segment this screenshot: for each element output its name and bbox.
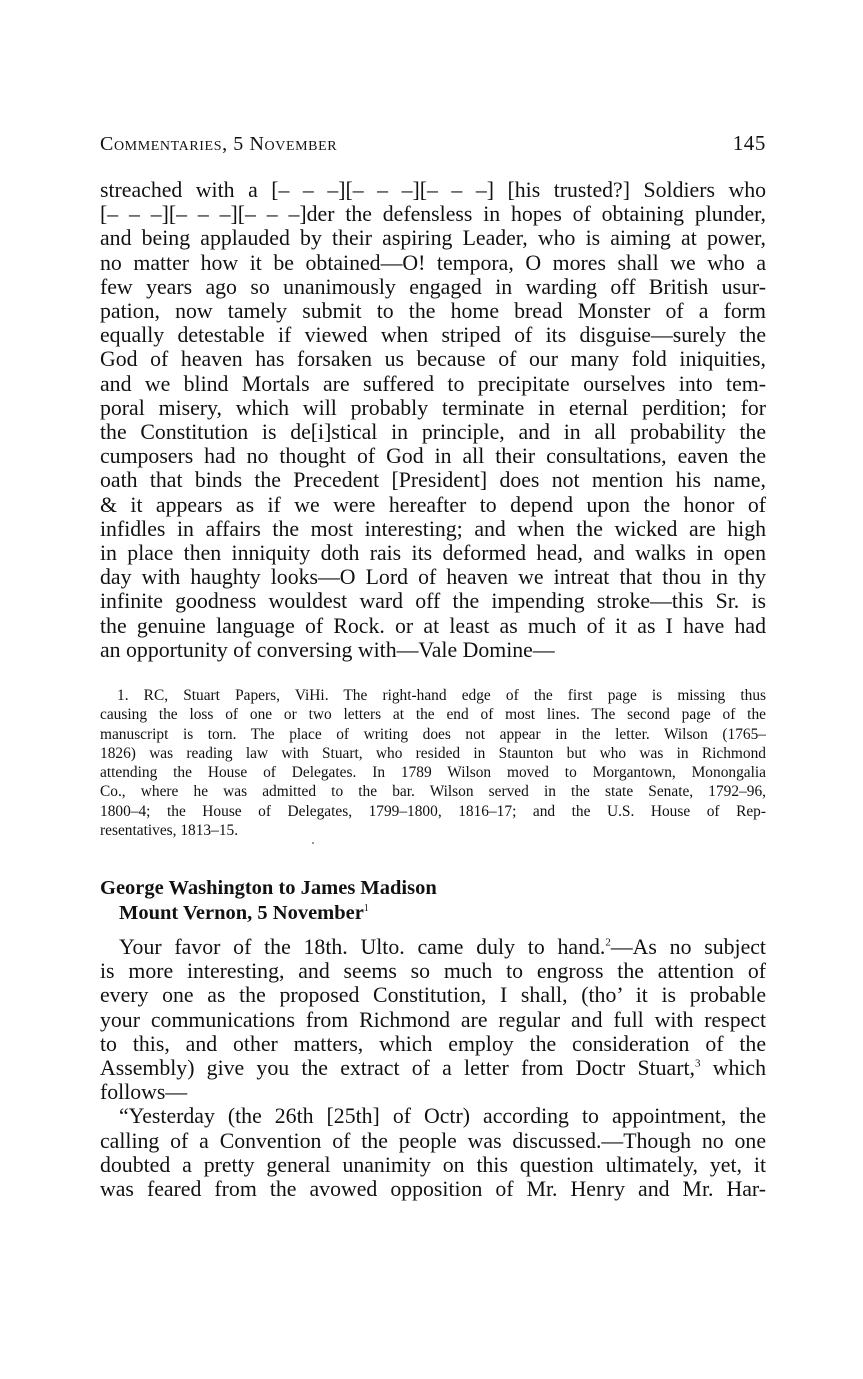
text-line: the Constitution is de[i]stical in principle, and in all probability the — [100, 420, 766, 445]
text-run: Assembly) give you the extract of a letter from Doctr Stuart, — [100, 1056, 695, 1081]
footnote-line: manuscript is torn. The place of writing does not appear in the letter. Wilson (1765– — [100, 725, 766, 743]
text-line — [100, 959, 766, 983]
footnote-line: 1826) was reading law with Stuart, who resided in Staunton but who was in Richmond — [100, 744, 766, 762]
document-dateline — [100, 901, 437, 926]
text-line — [100, 1104, 766, 1128]
text-run: to this, and other matters, which employ the consideration of the — [100, 1031, 766, 1056]
text-line: streached with a [– – –][– – –][– – –] [his trusted?] Soldiers who — [100, 178, 766, 202]
running-head — [100, 131, 766, 156]
footnote-line: Co., where he was admitted to the bar. Wilson served in the state Senate, 1792–96, — [100, 783, 766, 801]
text-line — [100, 1032, 766, 1056]
text-line: and being applauded by their aspiring Leader, who is aiming at power, — [100, 226, 766, 251]
text-run: which — [700, 1056, 766, 1081]
footnote-line: attending the House of Delegates. In 1789 Wilson moved to Morgantown, Monongalia — [100, 764, 766, 782]
text-run: every one as the proposed Constitution, I shall, (tho’ it is probable — [100, 983, 766, 1008]
text-run: your communications from Richmond are regular and full with respect — [100, 1007, 766, 1032]
text-run: —As no subject — [610, 935, 766, 959]
text-run: doubted a pretty general unanimity on this question ultimately, yet, it — [100, 1152, 766, 1177]
print-speck — [312, 842, 314, 844]
text-line: & it appears as if we were hereafter to depend upon the honor of — [100, 492, 766, 517]
document-heading — [100, 876, 437, 926]
running-head-title: Commentaries, 5 November — [100, 133, 338, 155]
text-line — [100, 1177, 766, 1201]
washington-letter-text — [100, 935, 766, 1201]
footnote-ref: 3 — [695, 1057, 701, 1070]
text-line — [100, 1129, 766, 1153]
footnote-line: 1800–4; the House of Delegates, 1799–1800, 1816–17; and the U.S. House of Rep- — [100, 802, 766, 820]
text-line — [100, 1008, 766, 1032]
text-run: was feared from the avowed opposition of Mr. Henry and Mr. Har- — [100, 1177, 766, 1202]
document-title: George Washington to James Madison — [100, 877, 437, 899]
text-line: equally detestable if viewed when striped of its disguise—surely the — [100, 323, 766, 348]
text-line: infidles in affairs the most interesting; and when the wicked are high — [100, 516, 766, 541]
text-run: follows— — [100, 1080, 188, 1105]
text-line: God of heaven has forsaken us because of our many fold iniquities, — [100, 347, 766, 372]
text-line — [100, 1153, 766, 1177]
text-line: and we blind Mortals are suffered to precipitate ourselves into tem- — [100, 371, 766, 396]
text-run: Your favor of the 18th. Ulto. came duly to hand. — [119, 935, 606, 959]
dateline-note-ref: 1 — [363, 903, 369, 915]
text-line: [– – –][– – –][– – –]der the defensless in hopes of obtaining plunder, — [100, 202, 766, 227]
footnote-line: 1. RC, Stuart Papers, ViHi. The right-hand edge of the first page is missing thus — [117, 687, 766, 704]
text-line — [100, 1056, 766, 1080]
text-line: an opportunity of conversing with—Vale Domine— — [100, 637, 555, 662]
text-line: day with haughty looks—O Lord of heaven we intreat that thou in thy — [100, 565, 766, 590]
letter-text-continued — [100, 178, 766, 662]
text-line: the genuine language of Rock. or at least as much of it as I have had — [100, 613, 766, 638]
text-line: infinite goodness wouldest ward off the impending stroke—this Sr. is — [100, 589, 766, 614]
text-run: is more interesting, and seems so much to engross the attention of — [100, 959, 766, 984]
dateline-text: Mount Vernon, 5 November — [119, 902, 364, 924]
text-line — [100, 1080, 766, 1104]
text-line: cumposers had no thought of God in all their consultations, eaven the — [100, 444, 766, 469]
text-line: no matter how it be obtained—O! tempora, O mores shall we who a — [100, 250, 766, 275]
text-run: “Yesterday (the 26th [25th] of Octr) according to appointment, the — [119, 1104, 766, 1129]
text-line — [100, 983, 766, 1007]
footnote-line: resentatives, 1813–15. — [100, 822, 239, 840]
footnote-ref: 2 — [605, 936, 611, 949]
text-line: few years ago so unanimously engaged in warding off British usur- — [100, 274, 766, 299]
text-line: in place then inniquity doth rais its deformed head, and walks in open — [100, 541, 766, 566]
page-number: 145 — [732, 131, 766, 155]
text-line: poral misery, which will probably terminate in eternal perdition; for — [100, 395, 766, 420]
footnote-1 — [100, 686, 766, 840]
text-run: calling of a Convention of the people was discussed.—Though no one — [100, 1128, 766, 1153]
text-line: pation, now tamely submit to the home bread Monster of a form — [100, 299, 766, 324]
text-line: oath that binds the Precedent [President] does not mention his name, — [100, 468, 766, 493]
text-line — [100, 935, 766, 959]
footnote-line: causing the loss of one or two letters at the end of most lines. The second page of the — [100, 706, 766, 724]
